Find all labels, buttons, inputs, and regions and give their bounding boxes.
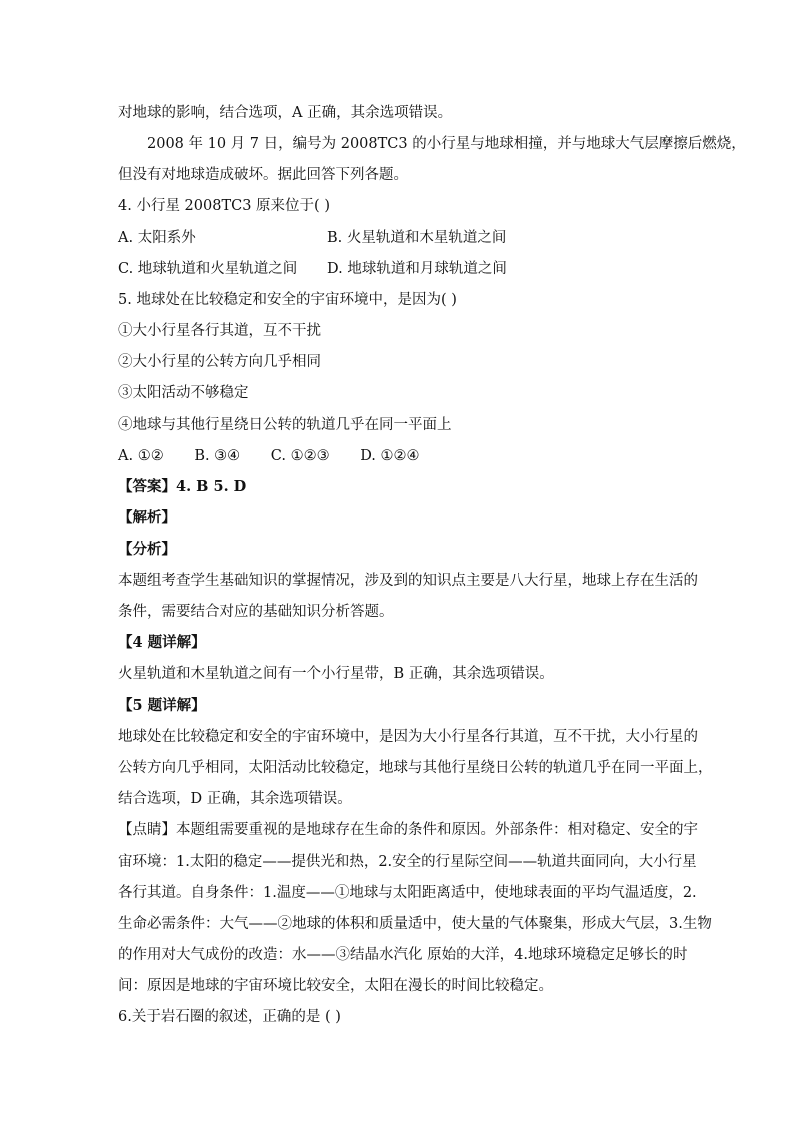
question-6: 6.关于岩石圈的叙述，正确的是 ( ) [118,1009,341,1025]
text-line: 但没有对地球造成破坏。据此回答下列各题。 [118,167,408,183]
key-point-line: 各行其道。自身条件：1.温度——①地球与太阳距离适中，使地球表面的平均气温适度，2. [118,885,697,901]
question-4-explanation-heading: 【4 题详解】 [118,634,206,651]
question-5-option-c: C. ①②③ [270,448,330,464]
text-line: 对地球的影响，结合选项，A 正确，其余选项错误。 [118,105,453,121]
answer-line: 【答案】4. B 5. D [118,478,247,495]
question-5-explanation-line: 地球处在比较稳定和安全的宇宙环境中，是因为大小行星各行其道，互不干扰，大小行星的 [118,729,698,745]
question-4-options-row-2 [118,259,578,279]
question-5-option-b: B. ③④ [194,448,241,464]
statement-2: ②大小行星的公转方向几乎相同 [118,354,321,370]
question-4-option-c: C. 地球轨道和火星轨道之间 [118,261,298,277]
key-point-line: 生命必需条件：大气——②地球的体积和质量适中，使大量的气体聚集，形成大气层，3.生物 [118,916,712,932]
question-5-options [118,446,420,466]
question-4-options-row-1 [118,228,578,248]
question-4-option-d: D. 地球轨道和月球轨道之间 [327,261,507,277]
key-point-line: 【点睛】本题组需要重视的是地球存在生命的条件和原因。外部条件：相对稳定、安全的宇 [118,822,698,838]
question-4-option-a: A. 太阳系外 [118,230,196,246]
statement-1: ①大小行星各行其道，互不干扰 [118,323,321,339]
statement-3: ③太阳活动不够稳定 [118,385,249,401]
analysis-heading: 【解析】 [118,509,176,526]
text-line: 条件，需要结合对应的基础知识分析答题。 [118,604,394,620]
statement-4: ④地球与其他行星绕日公转的轨道几乎在同一平面上 [118,417,452,433]
key-point-line: 的作用对大气成份的改造：水——③结晶水汽化 原始的大洋，4.地球环境稳定足够长的时 [118,947,688,963]
text-line: 2008 年 10 月 7 日，编号为 2008TC3 的小行星与地球相撞，并与地球大气层摩擦后燃烧， [147,136,746,152]
question-5-explanation-line: 公转方向几乎相同，太阳活动比较稳定，地球与其他行星绕日公转的轨道几乎在同一平面上， [118,760,713,776]
analysis-subheading: 【分析】 [118,541,176,558]
question-4: 4. 小行星 2008TC3 原来位于( ) [118,198,330,214]
question-4-option-b: B. 火星轨道和木星轨道之间 [327,230,507,246]
key-point-line: 间：原因是地球的宇宙环境比较安全，太阳在漫长的时间比较稳定。 [118,978,553,994]
question-4-explanation: 火星轨道和木星轨道之间有一个小行星带，B 正确，其余选项错误。 [118,666,554,682]
question-5-option-a: A. ①② [118,448,164,464]
question-5-option-d: D. ①②④ [360,448,420,464]
question-5-explanation-line: 结合选项，D 正确，其余选项错误。 [118,791,352,807]
text-line: 本题组考查学生基础知识的掌握情况，涉及到的知识点主要是八大行星，地球上存在生活的 [118,573,698,589]
question-5: 5. 地球处在比较稳定和安全的宇宙环境中，是因为( ) [118,292,457,308]
question-5-explanation-heading: 【5 题详解】 [118,697,206,714]
key-point-line: 宙环境：1.太阳的稳定——提供光和热，2.安全的行星际空间——轨道共面同向，大小行星 [118,854,697,870]
